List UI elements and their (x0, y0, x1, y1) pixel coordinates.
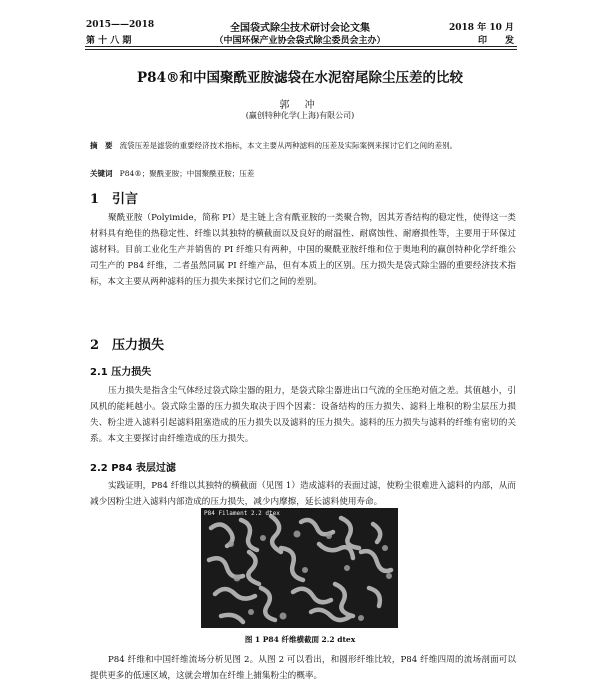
section-1-text: 聚酰亚胺（Polyimide，简称 PI）是主链上含有酰亚胺的一类聚合物，因其芳香结构的稳定性，使得这一类材料具有绝佳的热稳定性、纤维以其独特的横截面以及良好的耐温性、耐腐蚀性、耐磨损性等，主要用于环保过滤材料。目前工业化生产并销售的 PI 纤维只有两种，中国的聚酰亚胺纤维和位于奥地利的赢创特种化学纤维公司生产的 P84 纤维，二者虽然同属 PI 纤维产品，但有本质上的区别。压力损失是袋式除尘器的重要经济技术指标，本文主要从两种滤料的压力损失来探讨它们之间的差别。 (90, 213, 516, 287)
abstract-label: 摘 要 (90, 141, 113, 150)
paper-title: P84®和中国聚酰亚胺滤袋在水泥窑尾除尘压差的比较 (137, 70, 463, 86)
abstract-text: 流袋压差是滤袋的重要经济技术指标，本文主要从两种滤料的压差及实际案例来探讨它们之间的差别。 (119, 141, 458, 150)
figure-1-caption: 图 1 P84 纤维横截面 2.2 dtex (244, 635, 356, 644)
section-1-paragraph (90, 210, 516, 290)
keywords (90, 168, 516, 180)
figure-1-image-label: P84 Filament 2.2 dtex (204, 510, 280, 517)
section-2-2-paragraph (90, 478, 516, 510)
section-2-2-heading: 2.2 P84 表层过滤 (90, 463, 176, 474)
closing-paragraph (90, 652, 516, 684)
keywords-text: P84®；聚酰亚胺；中国聚酰亚胺；压差 (119, 169, 255, 178)
header-left-top: 2015——2018 (86, 20, 155, 30)
abstract (90, 140, 516, 152)
figure-1-micrograph (201, 508, 398, 628)
section-2-1-text: 压力损失是指含尘气体经过袋式除尘器的阻力，是袋式除尘器进出口气流的全压绝对值之差。其值越小，引风机的能耗越小。袋式除尘器的压力损失取决于四个因素：设备结构的压力损失、滤料上堆积的粉尘层压力损失、粉尘进入滤料引起滤料阻塞造成的压力损失以及滤料的压力损失。滤料的压力损失与滤料的纤维有密切的关系。本文主要探讨由纤维造成的压力损失。 (90, 386, 516, 444)
section-2-heading: 2 压力损失 (90, 338, 165, 353)
header-right-top: 2018 年 10 月 (449, 23, 514, 33)
keywords-label: 关键词 (90, 169, 113, 178)
section-2-2-text: 实践证明，P84 纤维以其独特的横截面（见图 1）造成滤料的表面过滤，使粉尘很难进入滤料的内部，从而减少因粉尘进入滤料内部造成的压力损失，减少内摩擦，延长滤料使用寿命。 (90, 481, 516, 507)
affiliation: (赢创特种化学(上海)有限公司) (245, 111, 355, 120)
section-2-1-heading: 2.1 压力损失 (90, 367, 152, 378)
section-2-1-paragraph (90, 383, 516, 447)
author: 郭 冲 (279, 100, 321, 111)
section-1-heading: 1 引言 (90, 192, 139, 207)
header-right-bottom: 印 发 (477, 36, 514, 46)
header-rule (85, 46, 517, 47)
header-rule-double (85, 49, 517, 50)
closing-text: P84 纤维和中国纤维流场分析见图 2。从图 2 可以看出，和圆形纤维比较，P84 纤维四周的流场剖面可以提供更多的低速区域，这就会增加在纤维上捕集粉尘的概率。 (90, 655, 516, 681)
header-left-bottom: 第 十 八 期 (86, 36, 132, 46)
header-center-top: 全国袋式除尘技术研讨会论文集 (230, 23, 370, 34)
header-center-bottom: （中国环保产业协会袋式除尘委员会主办） (214, 36, 386, 46)
fiber-cross-section-image (201, 508, 398, 628)
